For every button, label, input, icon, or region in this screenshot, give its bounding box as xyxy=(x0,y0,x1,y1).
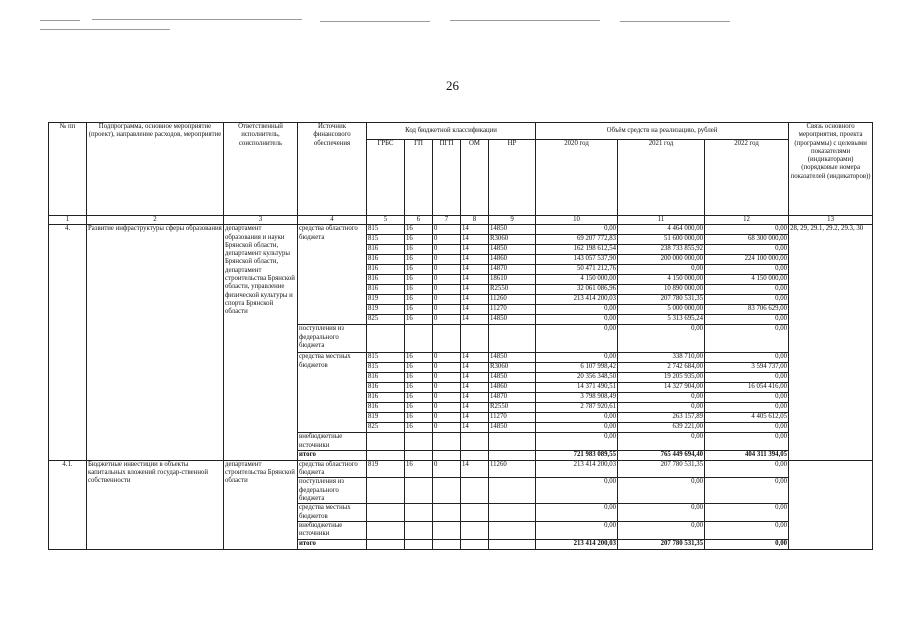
code-pgp: 0 xyxy=(433,285,461,295)
code-grbs: 815 xyxy=(367,225,405,235)
amount-2022: 0,00 xyxy=(705,315,789,325)
code-grbs: 825 xyxy=(367,315,405,325)
code-np: 14850 xyxy=(489,373,536,383)
code-empty xyxy=(461,450,489,460)
amount-2022: 0,00 xyxy=(705,295,789,305)
amount-2020: 0,00 xyxy=(536,305,618,315)
code-gp: 16 xyxy=(405,245,433,255)
amount-2021: 2 742 684,00 xyxy=(618,363,705,373)
amount-2022: 3 594 737,00 xyxy=(705,363,789,373)
code-gp: 16 xyxy=(405,305,433,315)
amount-2021: 5 000 000,00 xyxy=(618,305,705,315)
amount-2021: 51 600 000,00 xyxy=(618,235,705,245)
header-gp: ГП xyxy=(405,140,433,216)
scan-artifact-top xyxy=(40,18,740,32)
code-pgp: 0 xyxy=(433,225,461,235)
code-grbs: 819 xyxy=(367,460,405,478)
amount-2022: 224 100 000,00 xyxy=(705,255,789,265)
column-index-cell: 8 xyxy=(461,216,489,225)
code-empty xyxy=(489,521,536,539)
amount-2021: 263 157,89 xyxy=(618,413,705,423)
header-om: ОМ xyxy=(461,140,489,216)
amount-2021: 200 000 000,00 xyxy=(618,255,705,265)
code-np: R3060 xyxy=(489,235,536,245)
table-header xyxy=(49,123,873,225)
program-name: Бюджетные инвестиции в объекты капитальных вложений государ-ственной собственности xyxy=(87,460,224,549)
code-gp: 16 xyxy=(405,285,433,295)
amount-2022: 0,00 xyxy=(705,325,789,353)
column-index-cell: 9 xyxy=(489,216,536,225)
code-pgp: 0 xyxy=(433,353,461,363)
code-np: 14870 xyxy=(489,393,536,403)
column-index-cell: 10 xyxy=(536,216,618,225)
code-pgp: 0 xyxy=(433,245,461,255)
code-om: 14 xyxy=(461,403,489,413)
amount-2021: 0,00 xyxy=(618,403,705,413)
code-np: 14860 xyxy=(489,383,536,393)
amount-2020: 0,00 xyxy=(536,315,618,325)
source-local: средства местных бюджетов xyxy=(298,504,367,522)
code-empty xyxy=(405,450,433,460)
code-pgp: 0 xyxy=(433,363,461,373)
code-grbs: 816 xyxy=(367,245,405,255)
amount-2021: 0,00 xyxy=(618,393,705,403)
code-np: R2550 xyxy=(489,285,536,295)
code-np: 14860 xyxy=(489,255,536,265)
amount-2020: 14 371 490,51 xyxy=(536,383,618,393)
amount-2022: 4 405 612,05 xyxy=(705,413,789,423)
amount-2021: 19 205 935,00 xyxy=(618,373,705,383)
code-om: 14 xyxy=(461,305,489,315)
amount-2020: 20 356 348,50 xyxy=(536,373,618,383)
amount-2021: 765 449 694,40 xyxy=(618,450,705,460)
code-empty xyxy=(461,478,489,504)
code-empty xyxy=(461,539,489,549)
header-2021: 2021 год xyxy=(618,140,705,216)
amount-2020: 213 414 200,03 xyxy=(536,539,618,549)
amount-2020: 0,00 xyxy=(536,413,618,423)
amount-2021: 0,00 xyxy=(618,265,705,275)
code-np: 11260 xyxy=(489,295,536,305)
code-empty xyxy=(489,539,536,549)
code-empty xyxy=(367,539,405,549)
code-pgp: 0 xyxy=(433,373,461,383)
column-index-cell: 2 xyxy=(87,216,224,225)
source-local: средства местных бюджетов xyxy=(298,353,367,433)
amount-2020: 0,00 xyxy=(536,478,618,504)
amount-2020: 213 414 200,03 xyxy=(536,295,618,305)
amount-2021: 0,00 xyxy=(618,521,705,539)
amount-2022: 0,00 xyxy=(705,265,789,275)
code-pgp: 0 xyxy=(433,315,461,325)
amount-2021: 0,00 xyxy=(618,325,705,353)
column-index-cell: 6 xyxy=(405,216,433,225)
amount-2020: 0,00 xyxy=(536,433,618,451)
column-index-row xyxy=(49,216,873,225)
amount-2022: 0,00 xyxy=(705,245,789,255)
code-om: 14 xyxy=(461,460,489,478)
column-index-cell: 12 xyxy=(705,216,789,225)
column-index-cell: 4 xyxy=(298,216,367,225)
amount-2022: 0,00 xyxy=(705,433,789,451)
code-empty xyxy=(461,433,489,451)
code-empty xyxy=(405,433,433,451)
amount-2021: 5 313 695,24 xyxy=(618,315,705,325)
code-np: 14850 xyxy=(489,353,536,363)
code-om: 14 xyxy=(461,373,489,383)
amount-2022: 68 300 000,00 xyxy=(705,235,789,245)
code-gp: 16 xyxy=(405,353,433,363)
code-pgp: 0 xyxy=(433,235,461,245)
code-empty xyxy=(367,521,405,539)
amount-2020: 143 057 537,90 xyxy=(536,255,618,265)
amount-2020: 32 061 086,96 xyxy=(536,285,618,295)
code-empty xyxy=(367,325,405,353)
executor: департамент строительства Брянской области xyxy=(224,460,298,549)
code-grbs: 816 xyxy=(367,265,405,275)
code-om: 14 xyxy=(461,413,489,423)
row-number: 4. xyxy=(49,225,87,461)
amount-2021: 14 327 904,00 xyxy=(618,383,705,393)
amount-2022: 0,00 xyxy=(705,353,789,363)
code-np: R3060 xyxy=(489,363,536,373)
code-empty xyxy=(489,504,536,522)
code-empty xyxy=(405,539,433,549)
code-pgp: 0 xyxy=(433,413,461,423)
header-budget-code: Код бюджетной классификации xyxy=(367,123,536,140)
code-np: 14850 xyxy=(489,225,536,235)
indicator-links: 28, 29, 29.1, 29.2, 29.3, 30 xyxy=(789,225,873,461)
code-gp: 16 xyxy=(405,255,433,265)
code-grbs: 816 xyxy=(367,393,405,403)
amount-2022: 0,00 xyxy=(705,393,789,403)
source-regional: средства областного бюджета xyxy=(298,225,367,325)
amount-2020: 0,00 xyxy=(536,521,618,539)
code-gp: 16 xyxy=(405,235,433,245)
source-federal: поступления из федерального бюджета xyxy=(298,325,367,353)
code-gp: 16 xyxy=(405,383,433,393)
column-index-cell: 3 xyxy=(224,216,298,225)
code-grbs: 816 xyxy=(367,403,405,413)
amount-2022: 4 150 000,00 xyxy=(705,275,789,285)
header-2020: 2020 год xyxy=(536,140,618,216)
code-pgp: 0 xyxy=(433,265,461,275)
budget-table xyxy=(48,122,873,550)
code-np: 11260 xyxy=(489,460,536,478)
source-extra: внебюджетные источники xyxy=(298,521,367,539)
code-om: 14 xyxy=(461,275,489,285)
header-source: Источник финансового обеспечения xyxy=(298,123,367,216)
code-empty xyxy=(489,450,536,460)
code-empty xyxy=(461,521,489,539)
code-gp: 16 xyxy=(405,460,433,478)
code-gp: 16 xyxy=(405,363,433,373)
amount-2022: 0,00 xyxy=(705,539,789,549)
code-om: 14 xyxy=(461,423,489,433)
header-volume: Объём средств на реализацию, рублей xyxy=(536,123,789,140)
code-np: 11270 xyxy=(489,413,536,423)
header-grbs: ГРБС xyxy=(367,140,405,216)
code-np: 14850 xyxy=(489,423,536,433)
column-index-cell: 5 xyxy=(367,216,405,225)
amount-2021: 639 221,00 xyxy=(618,423,705,433)
row-number: 4.1. xyxy=(49,460,87,549)
header-program: Подпрограмма, основное мероприятие (проект), направление расходов, мероприятие xyxy=(87,123,224,216)
amount-2022: 0,00 xyxy=(705,504,789,522)
code-empty xyxy=(433,325,461,353)
code-gp: 16 xyxy=(405,373,433,383)
code-om: 14 xyxy=(461,315,489,325)
code-gp: 16 xyxy=(405,275,433,285)
executor: департамент образования и науки Брянской области, департамент культуры Брянской области, департамент строительства Брянской области, управление физической культуры и спорта Брянской области xyxy=(224,225,298,461)
code-empty xyxy=(489,478,536,504)
amount-2020: 50 471 212,76 xyxy=(536,265,618,275)
table-row xyxy=(49,225,873,235)
amount-2022: 404 311 394,05 xyxy=(705,450,789,460)
source-total: итого xyxy=(298,539,367,549)
amount-2022: 0,00 xyxy=(705,225,789,235)
code-om: 14 xyxy=(461,285,489,295)
amount-2020: 0,00 xyxy=(536,225,618,235)
amount-2021: 0,00 xyxy=(618,504,705,522)
code-pgp: 0 xyxy=(433,423,461,433)
code-pgp: 0 xyxy=(433,255,461,265)
amount-2022: 0,00 xyxy=(705,423,789,433)
code-grbs: 816 xyxy=(367,285,405,295)
code-om: 14 xyxy=(461,295,489,305)
code-om: 14 xyxy=(461,353,489,363)
page-number: 26 xyxy=(446,78,459,93)
code-empty xyxy=(433,504,461,522)
amount-2022: 0,00 xyxy=(705,285,789,295)
code-pgp: 0 xyxy=(433,295,461,305)
header-2022: 2022 год xyxy=(705,140,789,216)
header-link: Связь основного мероприятия, проекта (программы) с целевыми показателями (индикаторами) (порядковые номера показателей (индикаторов)) xyxy=(789,123,873,216)
code-gp: 16 xyxy=(405,225,433,235)
code-empty xyxy=(461,325,489,353)
code-gp: 16 xyxy=(405,413,433,423)
code-empty xyxy=(489,433,536,451)
amount-2021: 338 710,00 xyxy=(618,353,705,363)
amount-2020: 2 787 920,61 xyxy=(536,403,618,413)
amount-2022: 16 054 416,00 xyxy=(705,383,789,393)
code-empty xyxy=(433,478,461,504)
code-grbs: 819 xyxy=(367,295,405,305)
header-np: НР xyxy=(489,140,536,216)
source-regional: средства областного бюджета xyxy=(298,460,367,478)
code-om: 14 xyxy=(461,383,489,393)
amount-2020: 0,00 xyxy=(536,423,618,433)
code-empty xyxy=(433,539,461,549)
code-om: 14 xyxy=(461,265,489,275)
amount-2022: 0,00 xyxy=(705,478,789,504)
code-empty xyxy=(367,478,405,504)
column-index-cell: 11 xyxy=(618,216,705,225)
code-om: 14 xyxy=(461,225,489,235)
indicator-links xyxy=(789,460,873,549)
amount-2020: 3 798 908,49 xyxy=(536,393,618,403)
code-pgp: 0 xyxy=(433,383,461,393)
amount-2021: 4 464 000,00 xyxy=(618,225,705,235)
code-grbs: 816 xyxy=(367,383,405,393)
amount-2020: 4 150 000,00 xyxy=(536,275,618,285)
code-pgp: 0 xyxy=(433,460,461,478)
code-empty xyxy=(367,450,405,460)
code-grbs: 816 xyxy=(367,255,405,265)
code-grbs: 815 xyxy=(367,353,405,363)
table-row xyxy=(49,460,873,478)
code-empty xyxy=(489,325,536,353)
code-empty xyxy=(433,433,461,451)
code-gp: 16 xyxy=(405,403,433,413)
code-empty xyxy=(367,433,405,451)
code-np: 18610 xyxy=(489,275,536,285)
code-grbs: 819 xyxy=(367,305,405,315)
code-grbs: 816 xyxy=(367,373,405,383)
code-np: 11270 xyxy=(489,305,536,315)
program-name: Развитие инфраструктуры сферы образования xyxy=(87,225,224,461)
code-om: 14 xyxy=(461,393,489,403)
code-grbs: 815 xyxy=(367,235,405,245)
source-federal: поступления из федерального бюджета xyxy=(298,478,367,504)
code-np: 14870 xyxy=(489,265,536,275)
code-empty xyxy=(405,325,433,353)
code-om: 14 xyxy=(461,235,489,245)
code-pgp: 0 xyxy=(433,403,461,413)
column-index-cell: 13 xyxy=(789,216,873,225)
code-empty xyxy=(433,521,461,539)
code-empty xyxy=(405,504,433,522)
code-gp: 16 xyxy=(405,315,433,325)
header-pgp: ПГП xyxy=(433,140,461,216)
amount-2022: 0,00 xyxy=(705,521,789,539)
code-np: R2550 xyxy=(489,403,536,413)
amount-2021: 10 890 000,00 xyxy=(618,285,705,295)
code-pgp: 0 xyxy=(433,393,461,403)
amount-2020: 213 414 200,03 xyxy=(536,460,618,478)
section-4-1 xyxy=(49,460,873,549)
amount-2022: 0,00 xyxy=(705,460,789,478)
column-index-cell: 1 xyxy=(49,216,87,225)
code-gp: 16 xyxy=(405,295,433,305)
amount-2021: 0,00 xyxy=(618,433,705,451)
amount-2020: 721 983 089,55 xyxy=(536,450,618,460)
amount-2020: 0,00 xyxy=(536,504,618,522)
code-pgp: 0 xyxy=(433,275,461,285)
source-total: итого xyxy=(298,450,367,460)
amount-2022: 0,00 xyxy=(705,373,789,383)
amount-2020: 0,00 xyxy=(536,325,618,353)
header-no: № пп xyxy=(49,123,87,216)
amount-2021: 207 780 531,35 xyxy=(618,539,705,549)
code-np: 14850 xyxy=(489,245,536,255)
code-grbs: 816 xyxy=(367,275,405,285)
amount-2020: 162 198 612,54 xyxy=(536,245,618,255)
code-empty xyxy=(405,521,433,539)
code-pgp: 0 xyxy=(433,305,461,315)
amount-2022: 0,00 xyxy=(705,403,789,413)
header-executor: Ответственный исполнитель, соисполнитель xyxy=(224,123,298,216)
code-om: 14 xyxy=(461,245,489,255)
amount-2022: 83 706 629,00 xyxy=(705,305,789,315)
code-gp: 16 xyxy=(405,393,433,403)
code-om: 14 xyxy=(461,255,489,265)
code-np: 14850 xyxy=(489,315,536,325)
column-index-cell: 7 xyxy=(433,216,461,225)
amount-2021: 207 780 531,35 xyxy=(618,295,705,305)
amount-2021: 0,00 xyxy=(618,478,705,504)
code-gp: 16 xyxy=(405,423,433,433)
code-empty xyxy=(433,450,461,460)
amount-2020: 6 107 998,42 xyxy=(536,363,618,373)
amount-2021: 238 733 855,92 xyxy=(618,245,705,255)
code-om: 14 xyxy=(461,363,489,373)
amount-2021: 207 780 531,35 xyxy=(618,460,705,478)
amount-2020: 0,00 xyxy=(536,353,618,363)
source-extra: внебюджетные источники xyxy=(298,433,367,451)
code-empty xyxy=(405,478,433,504)
code-empty xyxy=(367,504,405,522)
code-grbs: 815 xyxy=(367,363,405,373)
code-gp: 16 xyxy=(405,265,433,275)
code-grbs: 819 xyxy=(367,413,405,423)
section-4 xyxy=(49,225,873,461)
code-empty xyxy=(461,504,489,522)
amount-2020: 69 207 772,83 xyxy=(536,235,618,245)
amount-2021: 4 150 000,00 xyxy=(618,275,705,285)
code-grbs: 825 xyxy=(367,423,405,433)
